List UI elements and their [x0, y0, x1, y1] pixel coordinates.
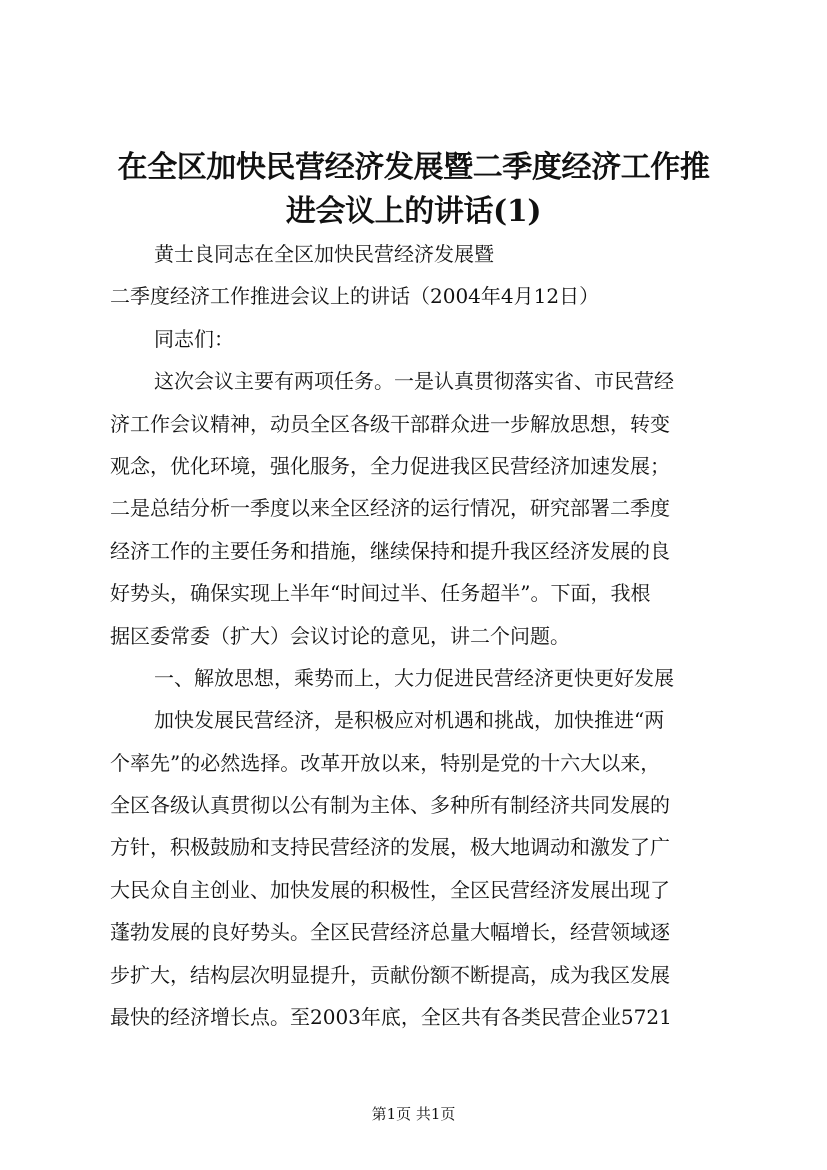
paragraph-line: 据区委常委（扩大）会议讨论的意见，讲二个问题。	[110, 623, 570, 648]
title-line-1: 在全区加快民营经济发展暨二季度经济工作推	[117, 150, 710, 185]
document-title	[100, 146, 727, 234]
paragraph-line: 好势头，确保实现上半年“时间过半、任务超半”。下面，我根	[110, 581, 651, 606]
paragraph-line: 加快发展民营经济，是积极应对机遇和挑战，加快推进“两	[154, 708, 665, 733]
title-line-2: 进会议上的讲话(1)	[285, 194, 542, 229]
paragraph-line: 方针，积极鼓励和支持民营经济的发展，极大地调动和激发了广	[110, 835, 670, 860]
paragraph-line: 最快的经济增长点。至2003年底，全区共有各类民营企业5721	[110, 1005, 672, 1030]
paragraph-line: 观念，优化环境，强化服务，全力促进我区民营经济加速发展；	[110, 453, 670, 478]
paragraph-line: 这次会议主要有两项任务。一是认真贯彻落实省、市民营经	[154, 369, 674, 394]
paragraph-line: 济工作会议精神，动员全区各级干部群众进一步解放思想，转变	[110, 411, 670, 436]
paragraph-line: 大民众自主创业、加快发展的积极性，全区民营经济发展出现了	[110, 877, 670, 902]
paragraph-line: 个率先”的必然选择。改革开放以来，特别是党的十六大以来，	[110, 750, 661, 775]
paragraph-line: 蓬勃发展的良好势头。全区民营经济总量大幅增长，经营领域逐	[110, 920, 670, 945]
page-footer: 第1页 共1页	[371, 1105, 456, 1123]
paragraph-line: 经济工作的主要任务和措施，继续保持和提升我区经济发展的良	[110, 538, 670, 563]
paragraph-line: 全区各级认真贯彻以公有制为主体、多种所有制经济共同发展的	[110, 793, 670, 818]
paragraph-line: 步扩大，结构层次明显提升，贡献份额不断提高，成为我区发展	[110, 962, 670, 987]
section-heading: 一、解放思想，乘势而上，大力促进民营经济更快更好发展	[154, 665, 674, 690]
speech-date-line: 二季度经济工作推进会议上的讲话（2004年4月12日）	[110, 284, 600, 309]
speaker-line: 黄士良同志在全区加快民营经济发展暨	[154, 242, 494, 266]
paragraph-line: 二是总结分析一季度以来全区经济的运行情况，研究部署二季度	[110, 496, 670, 521]
salutation: 同志们：	[154, 326, 234, 351]
document-body	[110, 233, 722, 1038]
